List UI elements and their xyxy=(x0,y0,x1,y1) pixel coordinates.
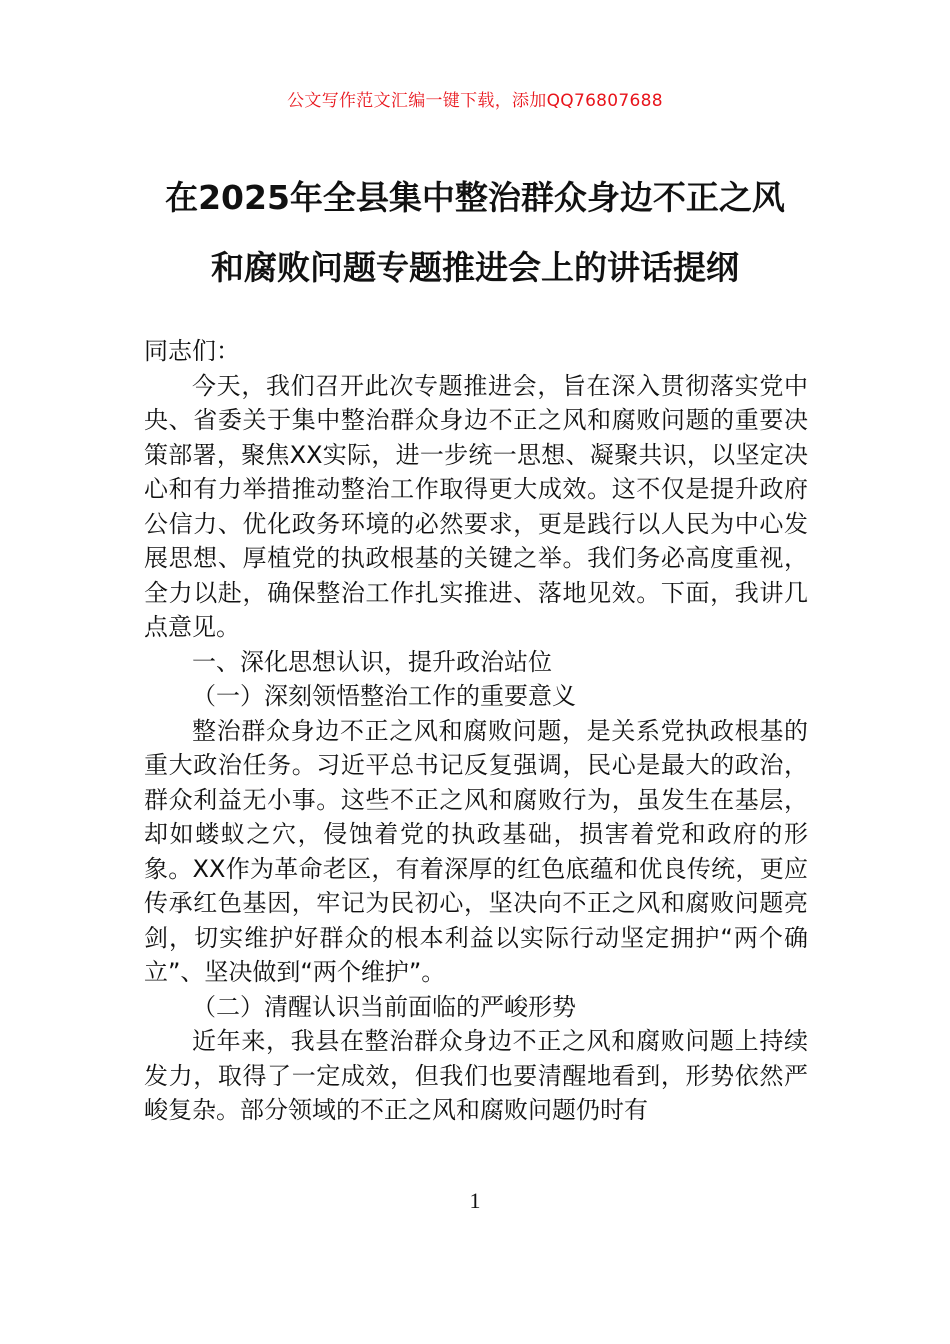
subsection-heading-2: （二）清醒认识当前面临的严峻形势 xyxy=(192,992,576,1021)
paragraph-intro: 今天，我们召开此次专题推进会，旨在深入贯彻落实党中央、省委关于集中整治群众身边不正之风和腐败问题的重要决策部署，聚焦XX实际，进一步统一思想、凝聚共识，以坚定决心和有力举措推动整治工作取得更大成效。这不仅是提升政府公信力、优化政务环境的必然要求，更是践行以人民为中心发展思想、厚植党的执政根基的关键之举。我们务必高度重视，全力以赴，确保整治工作扎实推进、落地见效。下面，我讲几点意见。 xyxy=(144,371,808,641)
subsection-heading-1: （一）深刻领悟整治工作的重要意义 xyxy=(192,682,576,710)
page-number: 1 xyxy=(469,1188,481,1213)
salutation: 同志们： xyxy=(144,337,240,365)
document-title-line-1: 在2025年全县集中整治群众身边不正之风 xyxy=(165,178,785,217)
document-title-line-2: 和腐败问题专题推进会上的讲话提纲 xyxy=(211,248,739,287)
section-heading-1: 一、深化思想认识，提升政治站位 xyxy=(192,647,552,676)
paragraph-situation: 近年来，我县在整治群众身边不正之风和腐败问题上持续发力，取得了一定成效，但我们也要清醒地看到，形势依然严峻复杂。部分领域的不正之风和腐败问题仍时有 xyxy=(144,1027,808,1124)
paragraph-significance: 整治群众身边不正之风和腐败问题，是关系党执政根基的重大政治任务。习近平总书记反复强调，民心是最大的政治，群众利益无小事。这些不正之风和腐败行为，虽发生在基层，却如蝼蚁之穴，侵蚀着党的执政基础，损害着党和政府的形象。XX作为革命老区，有着深厚的红色底蕴和优良传统，更应传承红色基因，牢记为民初心，坚决向不正之风和腐败问题亮剑，切实维护好群众的根本利益以实际行动坚定拥护“两个确立”、坚决做到“两个维护”。 xyxy=(144,716,808,986)
download-notice: 公文写作范文汇编一键下载，添加QQ76807688 xyxy=(287,91,663,111)
document-body xyxy=(144,334,808,1128)
